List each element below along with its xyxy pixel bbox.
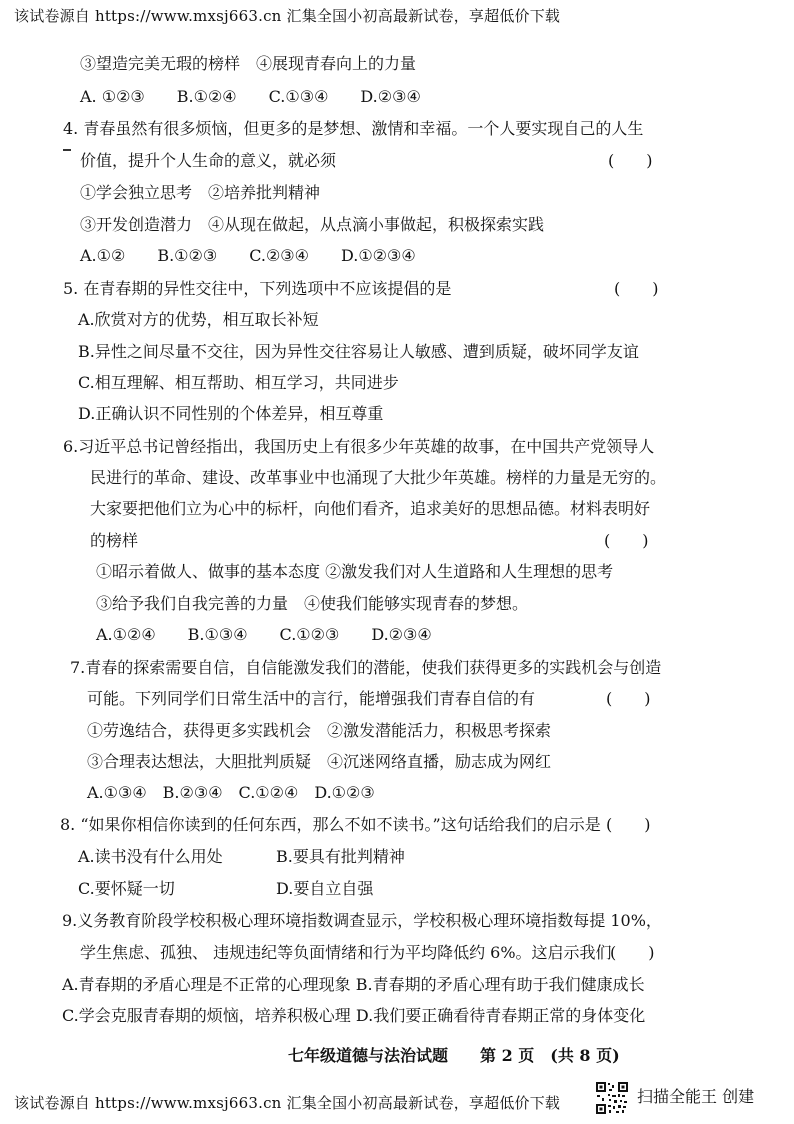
- q9-options-c-d: C.学会克服青春期的烦恼，培养积极心理 D.我们要正确看待青春期正常的身体变化: [62, 1006, 646, 1025]
- source-banner-top: 该试卷源自 https://www.mxsj663.cn 汇集全国小初高最新试卷，享超低价下载: [14, 7, 561, 25]
- q6-options-3-4: ③给予我们自我完善的力量 ④使我们能够实现青春的梦想。: [96, 594, 529, 613]
- q5-stem: 5. 在青春期的异性交往中，下列选项中不应该提倡的是: [63, 279, 452, 298]
- q7-options-3-4: ③合理表达想法，大胆批判质疑 ④沉迷网络直播，励志成为网红: [87, 752, 552, 771]
- q4-stem-line1: 4. 青春虽然有很多烦恼，但更多的是梦想、激情和幸福。一个人要实现自己的人生: [63, 119, 644, 138]
- source-banner-bottom: 该试卷源自 https://www.mxsj663.cn 汇集全国小初高最新试卷，享超低价下载: [14, 1094, 561, 1112]
- q9-answer-paren: ( ): [610, 943, 655, 962]
- scan-mark: [63, 149, 71, 151]
- q6-answer-paren: ( ): [604, 531, 649, 550]
- q7-stem-line1: 7.青春的探索需要自信，自信能激发我们的潜能，使我们获得更多的实践机会与创造: [70, 658, 662, 677]
- q9-options-a-b: A.青春期的矛盾心理是不正常的心理现象 B.青春期的矛盾心理有助于我们健康成长: [62, 975, 645, 994]
- q3-options-3-4: ③望造完美无瑕的榜样 ④展现青春向上的力量: [80, 54, 417, 73]
- q6-choices: A.①②④ B.①③④ C.①②③ D.②③④: [96, 625, 432, 644]
- q7-options-1-2: ①劳逸结合，获得更多实践机会 ②激发潜能活力，积极思考探索: [87, 721, 552, 740]
- q9-stem-line2: 学生焦虑、孤独、 违规违纪等负面情绪和行为平均降低约 6%。这启示我们: [80, 943, 612, 962]
- q4-options-3-4: ③开发创造潜力 ④从现在做起，从点滴小事做起，积极探索实践: [80, 215, 545, 234]
- q7-answer-paren: ( ): [606, 689, 651, 708]
- scanner-watermark: 扫描全能王 创建: [637, 1087, 755, 1106]
- q5-option-d: D.正确认识不同性别的个体差异，相互尊重: [78, 404, 384, 423]
- q4-options-1-2: ①学会独立思考 ②培养批判精神: [80, 183, 321, 202]
- q4-answer-paren: ( ): [608, 151, 653, 170]
- q4-choices: A.①② B.①②③ C.②③④ D.①②③④: [80, 246, 416, 265]
- q6-stem-line2: 民进行的革命、建设、改革事业中也涌现了大批少年英雄。榜样的力量是无穷的。: [90, 468, 667, 487]
- q6-options-1-2: ①昭示着做人、做事的基本态度 ②激发我们对人生道路和人生理想的思考: [96, 562, 614, 581]
- q5-option-a: A.欣赏对方的优势，相互取长补短: [78, 310, 319, 329]
- q7-choices: A.①③④ B.②③④ C.①②④ D.①②③: [87, 783, 375, 802]
- q8-option-c: C.要怀疑一切: [78, 879, 175, 898]
- q9-stem-line1: 9.义务教育阶段学校积极心理环境指数调查显示，学校积极心理环境指数每提 10%，: [62, 911, 662, 930]
- q5-answer-paren: ( ): [614, 279, 659, 298]
- q8-option-d: D.要自立自强: [276, 879, 374, 898]
- q8-option-a: A.读书没有什么用处: [78, 847, 223, 866]
- page-footer: 七年级道德与法治试题 第 2 页 (共 8 页): [288, 1046, 620, 1065]
- q7-stem-line2: 可能。下列同学们日常生活中的言行，能增强我们青春自信的有: [87, 689, 536, 708]
- q8-answer-paren: ( ): [606, 815, 651, 834]
- q4-stem-line2: 价值，提升个人生命的意义，就必须: [80, 151, 337, 170]
- q5-option-b: B.异性之间尽量不交往，因为异性交往容易让人敏感、遭到质疑，破坏同学友谊: [78, 342, 639, 361]
- q6-stem-line4: 的榜样: [90, 531, 139, 550]
- q3-choices: A. ①②③ B.①②④ C.①③④ D.②③④: [80, 87, 421, 106]
- qr-code-icon: [595, 1081, 629, 1115]
- q6-stem-line1: 6.习近平总书记曾经指出，我国历史上有很多少年英雄的故事，在中国共产党领导人: [63, 437, 655, 456]
- q5-option-c: C.相互理解、相互帮助、相互学习，共同进步: [78, 373, 399, 392]
- q6-stem-line3: 大家要把他们立为心中的标杆，向他们看齐，追求美好的思想品德。材料表明好: [90, 499, 651, 518]
- q8-stem: 8. “如果你相信你读到的任何东西，那么不如不读书。”这句话给我们的启示是: [60, 815, 601, 834]
- q8-option-b: B.要具有批判精神: [276, 847, 405, 866]
